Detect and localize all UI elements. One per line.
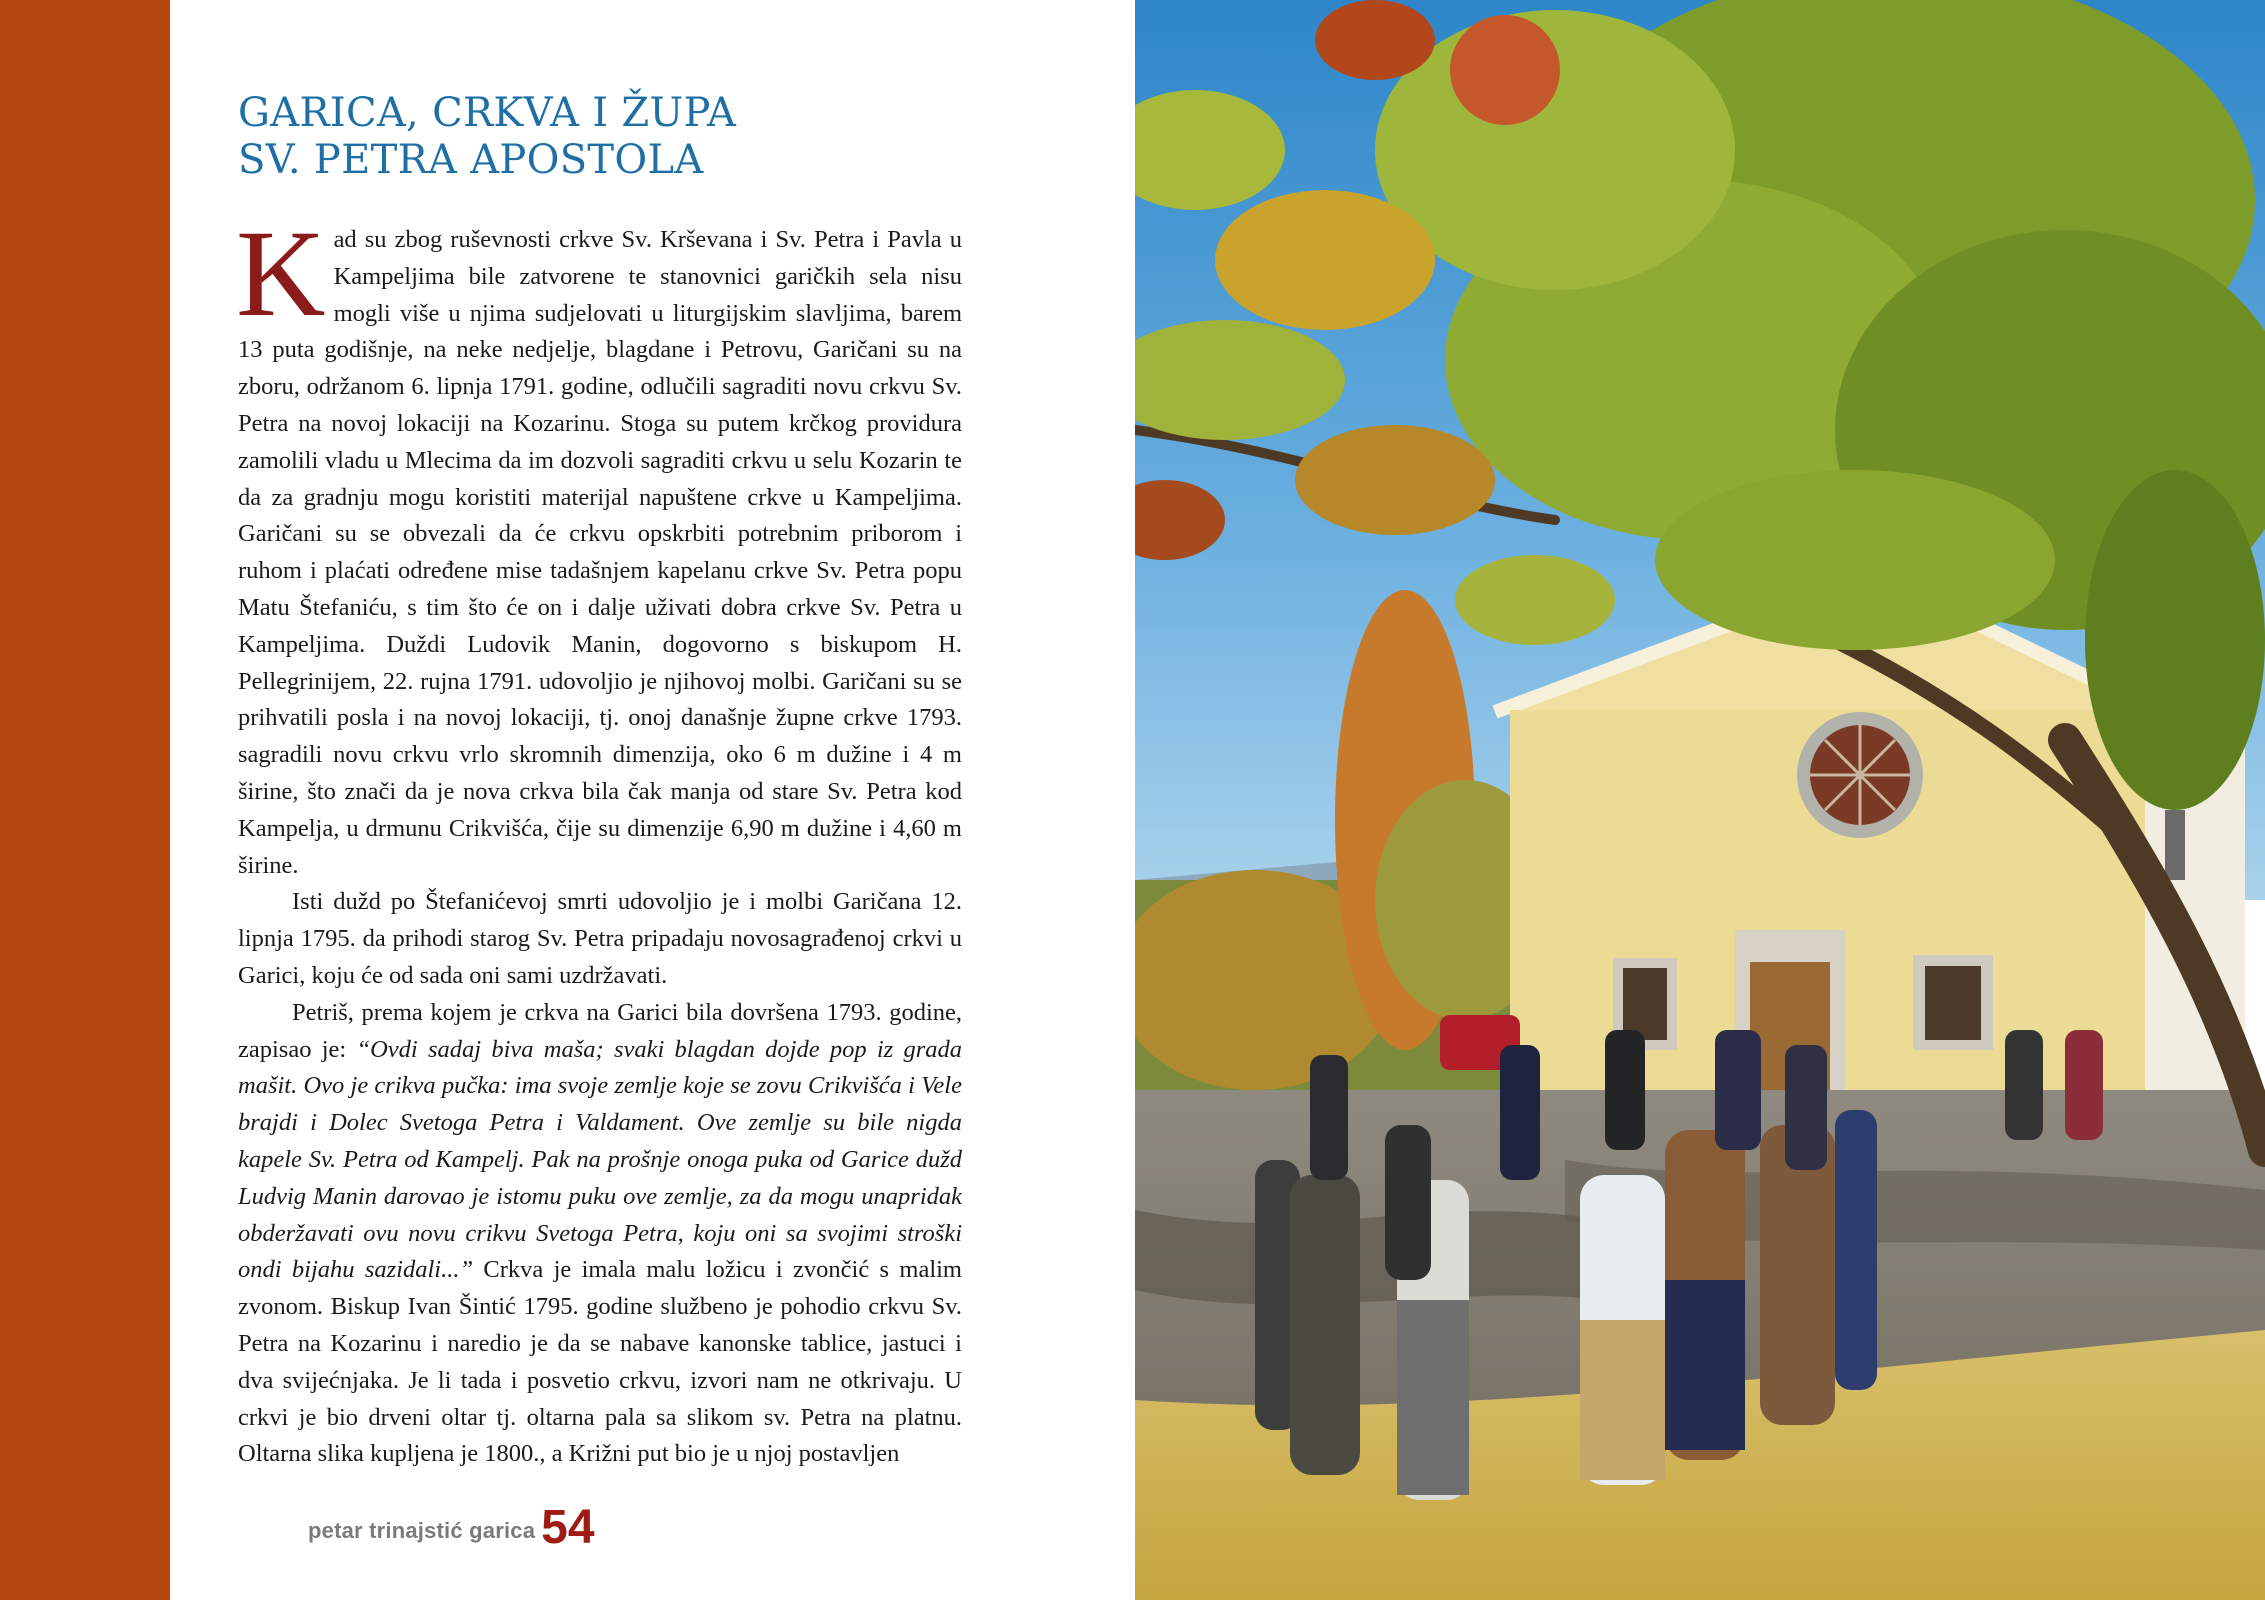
page-footer bbox=[308, 1500, 595, 1555]
paragraph-1 bbox=[236, 205, 962, 884]
orange-spine-band bbox=[0, 0, 170, 1600]
paragraph-3-rest: Crkva je imala malu ložicu i zvončić s malim zvonom. Biskup Ivan Šintić 1795. godine službeno je pohodio crkvu Sv. Petra na Kozarinu i naredio je da se nabave kanonske tablice, jastuci i dva svijećnjaka. Je li tada i posvetio crkvu, izvori nam ne otkrivaju. U crkvi je bio drveni oltar tj. oltarna pala sa slikom sv. Petra na platnu. Oltarna slika kupljena je 1800., a Križni put bio je u njoj postavljen bbox=[238, 1256, 962, 1468]
chapter-title-line-1: GARICA, CRKVA I ŽUPA bbox=[238, 90, 737, 136]
chapter-title-line-2: SV. PETRA APOSTOLA bbox=[238, 137, 704, 183]
church-photograph bbox=[1135, 0, 2265, 1600]
chapter-title bbox=[238, 90, 1038, 184]
paragraph-2: Isti dužd po Štefanićevoj smrti udovoljio je i molbi Garičana 12. lipnja 1795. da prihodi starog Sv. Petra pripadaju novosagrađenoj crkvi u Garici, koju će od sada oni sami uzdržavati. bbox=[238, 888, 962, 989]
paragraph-1-text: ad su zbog ruševnosti crkve Sv. Krševana i Sv. Petra i Pavla u Kampeljima bile zatvorene te stanovnici garičkih sela nisu mogli više u njima sudjelovati u liturgijskim slavljima, barem 13 puta godišnje, na neke nedjelje, blagdane i Petrovu, Garičani su na zboru, održanom 6. lipnja 1791. godine, odlučili sagraditi novu crkvu Sv. Petra na novoj lokaciji na Kozarinu. Stoga su putem krčkog providura zamolili vladu u Mlecima da im dozvoli sagraditi crkvu u selu Kozarin te da za gradnju mogu koristiti materijal napuštene crkve u Kampeljima. Garičani su se obvezali da će crkvu opskrbiti potrebnim priborom i ruhom i plaćati određene mise tadašnjem kapelanu crkve Sv. Petra popu Matu Štefaniću, s tim što će on i dalje uživati dobra crkve Sv. Petra u Kampeljima. Duždi Ludovik Manin, dogovorno s biskupom H. Pellegrinijem, 22. rujna 1791. udovoljio je njihovoj molbi. Garičani su se prihvatili posla i na novoj lokaciji, tj. onoj današnje župne crkve 1793. sagradili novu crkvu vrlo skromnih dimenzija, oko 6 m dužine i 4 m širine, što znači da je nova crkva bila čak manja od stare Sv. Petra kod Kampelja, u drmunu Crikvišća, čije su dimenzije 6,90 m dužine i 4,60 m širine. bbox=[238, 226, 962, 879]
page-number: 54 bbox=[541, 1501, 595, 1554]
paragraph-3-quote: “Ovdi sadaj biva maša; svaki blagdan dojde pop iz grada mašit. Ovo je crikva pučka: ima svoje zemlje koje se zovu Crikvišća i Vele brajdi i Dolec Svetoga Petra i Valdament. Ove zemlje su bile nigda kapele Sv. Petra od Kampelj. Pak na prošnje onoga puka od Garice dužd Ludvig Manin darovao je istomu puku ove zemlje, za da mogu unapridak obderžavati ovu novu crikvu Svetoga Petra, koju oni sa svojimi stroški ondi bijahu sazidali...” bbox=[238, 1035, 962, 1284]
text-page bbox=[170, 0, 1135, 1600]
footer-author-book: petar trinajstić garica bbox=[308, 1518, 536, 1543]
drop-cap: K bbox=[236, 205, 326, 342]
paragraph-3 bbox=[238, 995, 962, 1473]
body-text bbox=[236, 205, 962, 1473]
paragraph-3-intro: Petriš, prema kojem je crkva na Garici bila dovršena 1793. godine, zapisao je: bbox=[238, 998, 962, 1063]
